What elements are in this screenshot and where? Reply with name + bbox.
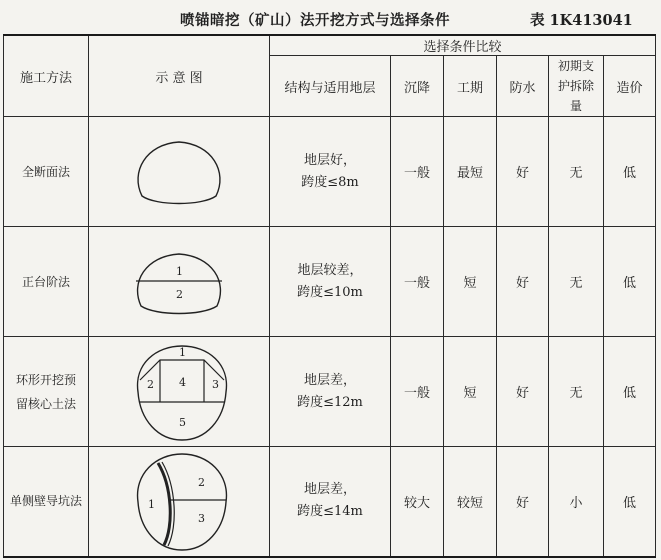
header-structure: 结构与适用地层 — [270, 56, 391, 117]
waterproof-cell: 好 — [497, 447, 549, 557]
span-text: 跨度≤14m — [297, 504, 363, 520]
header-duration: 工期 — [444, 56, 497, 117]
table-row — [4, 447, 656, 557]
stratum-text: 地层差， — [303, 482, 356, 498]
removal-cell: 无 — [549, 227, 604, 337]
duration-cell: 较短 — [444, 447, 497, 557]
span-text: 跨度≤12m — [297, 394, 363, 410]
duration-cell: 最短 — [444, 117, 497, 227]
table-row — [4, 117, 656, 227]
waterproof-cell: 好 — [497, 117, 549, 227]
header-support-removal: 初期支护拆除量 — [549, 56, 604, 117]
settlement-cell: 一般 — [391, 227, 444, 337]
waterproof-cell: 好 — [497, 337, 549, 447]
method-cell: 单侧壁导坑法 — [4, 447, 89, 557]
cost-cell: 低 — [604, 337, 656, 447]
diagram-cell — [89, 227, 270, 337]
diagram-label: 1 — [179, 345, 186, 359]
diagram-label: 2 — [176, 287, 183, 301]
header-selection-conditions: 选择条件比较 — [270, 35, 656, 56]
diagram-label: 1 — [176, 264, 183, 278]
excavation-methods-table — [3, 34, 656, 558]
side-drift-diagram — [94, 448, 264, 554]
diagram-label: 3 — [198, 512, 205, 526]
method-cell: 全断面法 — [4, 117, 89, 227]
stratum-text: 地层差， — [303, 372, 356, 388]
table-number: 表 1K413041 — [530, 12, 633, 29]
cost-cell: 低 — [604, 117, 656, 227]
stratum-text: 地层较差， — [297, 262, 363, 278]
diagram-cell — [89, 117, 270, 227]
span-text: 跨度≤10m — [297, 284, 363, 300]
diagram-cell — [89, 337, 270, 447]
diagram-label: 5 — [179, 415, 186, 429]
full-face-diagram — [94, 122, 264, 222]
removal-cell: 无 — [549, 337, 604, 447]
structure-cell — [270, 117, 391, 227]
cost-cell: 低 — [604, 227, 656, 337]
cost-cell: 低 — [604, 447, 656, 557]
table-title: 喷锚暗挖（矿山）法开挖方式与选择条件 — [180, 12, 450, 29]
removal-cell: 无 — [549, 117, 604, 227]
span-text: 跨度≤8m — [301, 174, 359, 190]
structure-cell — [270, 337, 391, 447]
stratum-text: 地层好， — [303, 152, 356, 168]
header-diagram: 示 意 图 — [89, 35, 270, 117]
header-method: 施工方法 — [4, 35, 89, 117]
diagram-label: 2 — [147, 377, 154, 391]
header-cost: 造价 — [604, 56, 656, 117]
method-cell — [4, 337, 89, 447]
settlement-cell: 一般 — [391, 117, 444, 227]
method-line-2: 留核心土法 — [15, 396, 76, 411]
header-settlement: 沉降 — [391, 56, 444, 117]
structure-cell — [270, 227, 391, 337]
table-row — [4, 337, 656, 447]
method-cell: 正台阶法 — [4, 227, 89, 337]
settlement-cell: 一般 — [391, 337, 444, 447]
header-waterproof: 防水 — [497, 56, 549, 117]
diagram-label: 3 — [212, 377, 219, 391]
bench-method-diagram — [94, 232, 264, 332]
duration-cell: 短 — [444, 227, 497, 337]
duration-cell: 短 — [444, 337, 497, 447]
structure-cell — [270, 447, 391, 557]
diagram-cell — [89, 447, 270, 557]
waterproof-cell: 好 — [497, 227, 549, 337]
diagram-label: 1 — [148, 498, 155, 512]
title-bar — [0, 0, 661, 34]
diagram-label: 2 — [198, 476, 205, 490]
settlement-cell: 较大 — [391, 447, 444, 557]
diagram-label: 4 — [179, 375, 186, 389]
ring-core-diagram — [94, 340, 264, 444]
removal-cell: 小 — [549, 447, 604, 557]
method-line-1: 环形开挖预 — [15, 372, 76, 387]
header-row-1 — [4, 35, 656, 56]
table-row — [4, 227, 656, 337]
